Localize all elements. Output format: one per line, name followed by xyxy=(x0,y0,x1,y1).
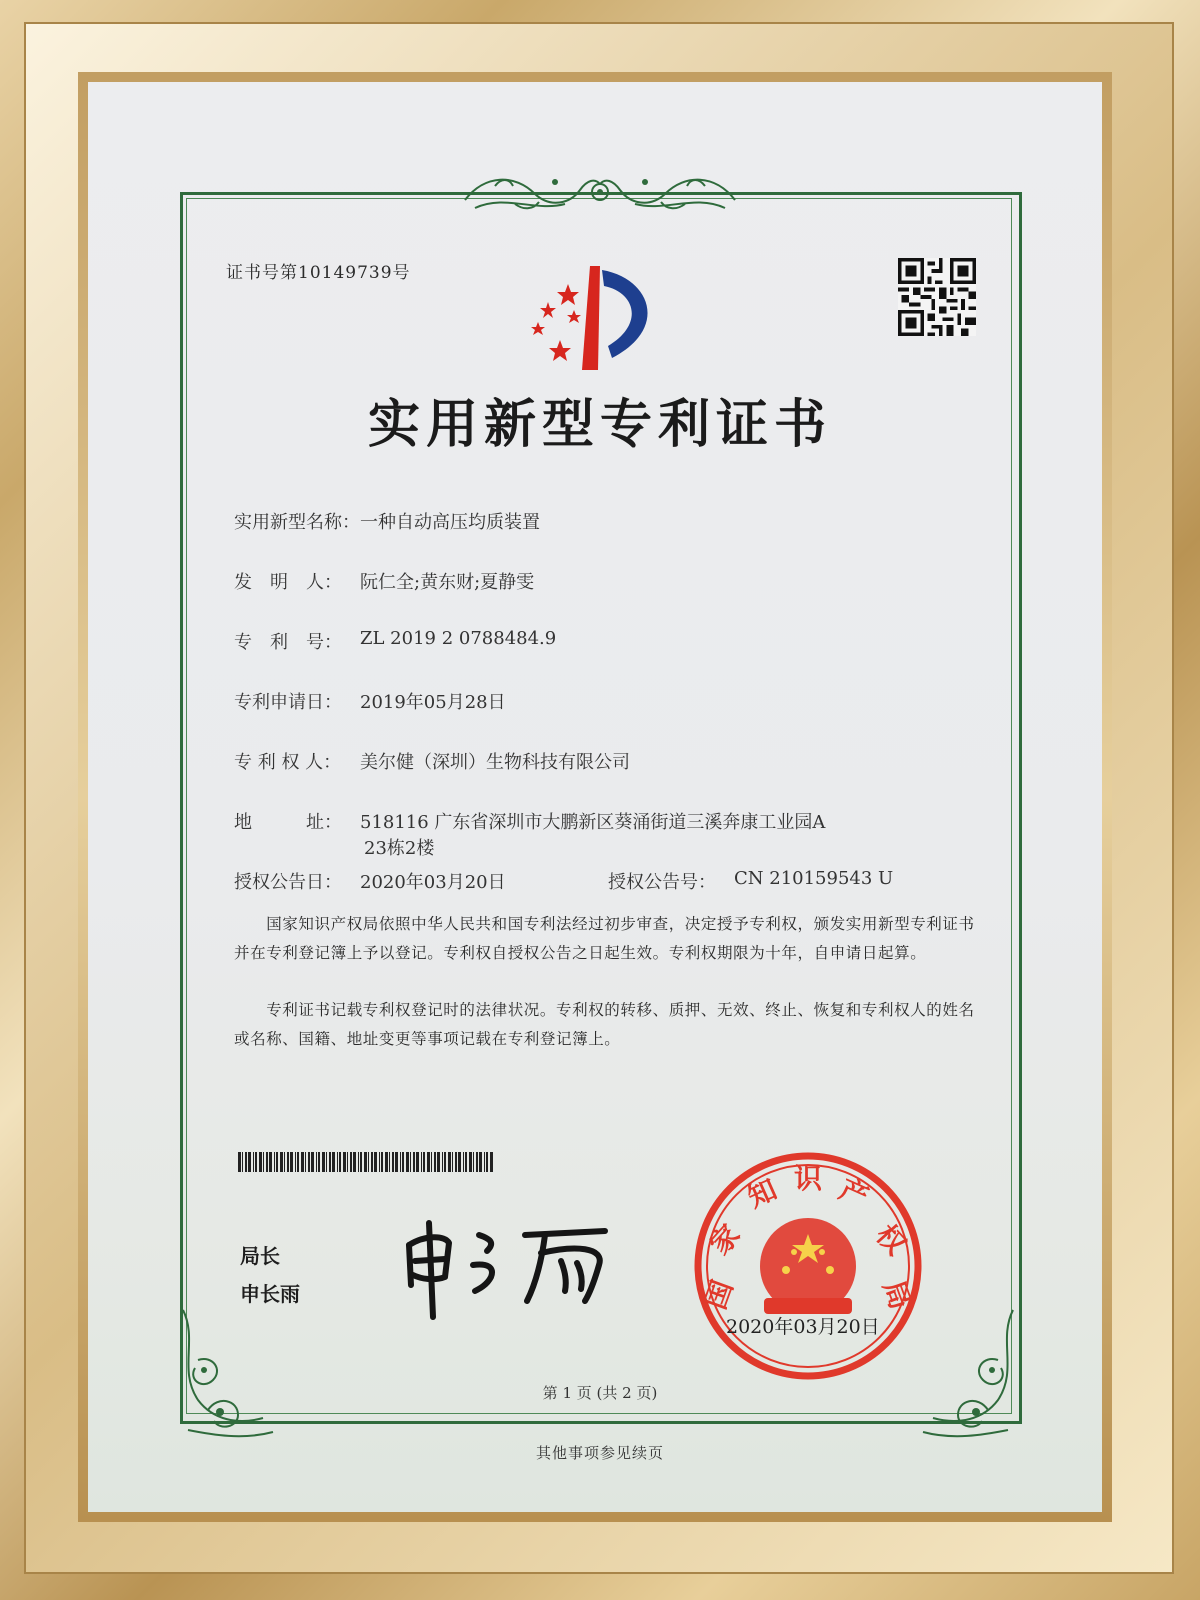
field-patent-number xyxy=(234,628,556,654)
director-name: 申长雨 xyxy=(240,1282,300,1306)
svg-text:识: 识 xyxy=(793,1162,823,1195)
field-label: 地 址： xyxy=(234,812,342,833)
corner-ornament-right-icon xyxy=(918,1300,1028,1450)
field-grant-number xyxy=(608,868,893,894)
certificate-number: 证书号第10149739号 xyxy=(226,263,411,283)
field-label: 专利申请日： xyxy=(234,692,342,713)
top-ornament-icon xyxy=(455,164,745,220)
field-label: 授权公告号： xyxy=(608,872,716,893)
director-title: 局长 xyxy=(240,1244,280,1268)
field-address-line2: 23栋2楼 xyxy=(364,838,435,859)
svg-text:家: 家 xyxy=(703,1218,747,1262)
field-value: 一种自动高压均质装置 xyxy=(360,512,540,533)
continued-note: 其他事项参见续页 xyxy=(535,1444,664,1462)
field-utility-model-name xyxy=(234,508,540,534)
qr-code-icon xyxy=(898,258,976,336)
field-label: 授权公告日： xyxy=(234,872,342,893)
field-value: ZL 2019 2 0788484.9 xyxy=(360,628,557,649)
field-label: 专 利 权 人： xyxy=(234,752,342,773)
field-inventors xyxy=(234,568,534,594)
corner-ornament-left-icon xyxy=(168,1300,278,1450)
field-label: 发 明 人： xyxy=(234,572,342,593)
svg-text:产: 产 xyxy=(834,1172,874,1215)
svg-text:知: 知 xyxy=(742,1172,782,1215)
page-indicator: 第 1 页 (共 2 页) xyxy=(542,1384,658,1402)
page-title: 实用新型专利证书 xyxy=(367,394,832,455)
barcode-icon xyxy=(238,1152,494,1172)
field-value: 阮仁全;黄东财;夏静雯 xyxy=(360,572,535,593)
svg-text:权: 权 xyxy=(869,1218,913,1262)
field-label: 实用新型名称： xyxy=(234,512,360,533)
field-value: 美尔健（深圳）生物科技有限公司 xyxy=(360,752,630,773)
field-value: 518116 广东省深圳市大鹏新区葵涌街道三溪奔康工业园A xyxy=(360,812,826,833)
field-value: CN 210159543 U xyxy=(734,868,894,889)
field-application-date xyxy=(234,688,506,714)
field-address xyxy=(234,808,825,834)
notice-paragraph-1: 国家知识产权局依照中华人民共和国专利法经过初步审查，决定授予专利权，颁发实用新型专利证书并在专利登记簿上予以登记。专利权自授权公告之日起生效。专利权期限为十年，自申请日起算。 xyxy=(234,915,975,962)
svg-text:局: 局 xyxy=(876,1275,918,1314)
seal-date: 2020年03月20日 xyxy=(726,1316,880,1338)
field-value: 2020年03月20日 xyxy=(360,872,506,893)
field-value: 2019年05月28日 xyxy=(360,692,506,713)
field-patentee xyxy=(234,748,630,774)
notice-paragraph-2: 专利证书记载专利权登记时的法律状况。专利权的转移、质押、无效、终止、恢复和专利权人的姓名或名称、国籍、地址变更等事项记载在专利登记簿上。 xyxy=(234,1001,975,1048)
svg-text:国: 国 xyxy=(698,1275,740,1314)
official-seal-icon xyxy=(690,1148,926,1384)
cnipa-logo-icon xyxy=(520,258,670,378)
field-grant-date xyxy=(234,868,506,894)
signature-icon xyxy=(395,1205,625,1325)
field-label: 专 利 号： xyxy=(234,632,342,653)
